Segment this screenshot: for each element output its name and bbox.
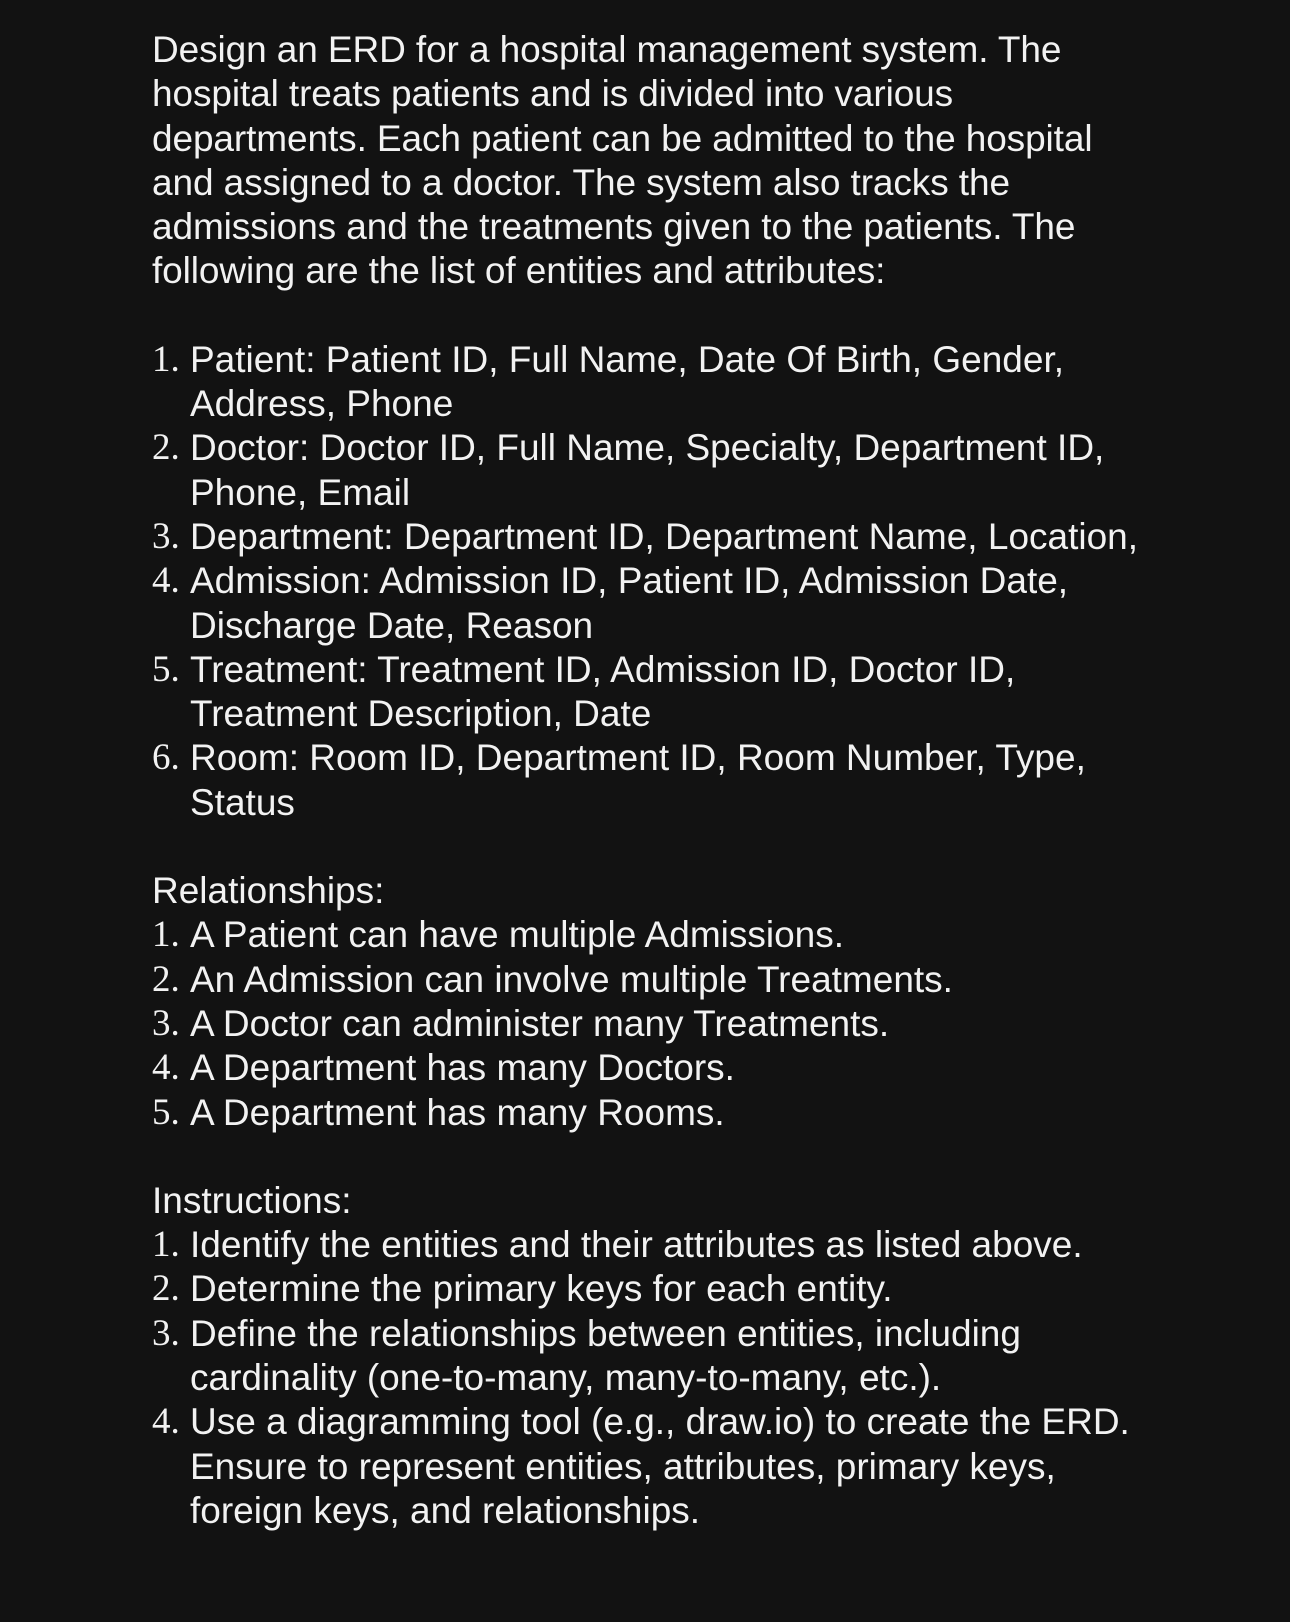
list-item-text: Treatment: Treatment ID, Admission ID, Doctor ID, Treatment Description, Date: [190, 648, 1016, 735]
instruction-item: [152, 1312, 1150, 1401]
instructions-list: [152, 1223, 1150, 1533]
list-item-text: A Department has many Doctors.: [190, 1047, 735, 1089]
entity-item-admission: [152, 559, 1150, 648]
list-item-text: Patient: Patient ID, Full Name, Date Of Birth, Gender, Address, Phone: [190, 338, 1064, 425]
instruction-item: [152, 1223, 1150, 1267]
list-item-text: A Department has many Rooms.: [190, 1091, 725, 1133]
entity-item-department: [152, 515, 1150, 559]
list-number: 4.: [152, 1047, 180, 1089]
entity-item-doctor: [152, 426, 1150, 515]
entity-item-treatment: [152, 648, 1150, 737]
list-item-text: Admission: Admission ID, Patient ID, Admission Date, Discharge Date, Reason: [190, 560, 1069, 646]
list-number: 3.: [152, 1002, 180, 1044]
spacer: [152, 825, 1150, 869]
entity-item-patient: [152, 338, 1150, 427]
list-item-text: A Patient can have multiple Admissions.: [190, 914, 845, 956]
list-number: 5.: [152, 648, 180, 690]
intro-paragraph: Design an ERD for a hospital management system. The hospital treats patients and is divided into various departments. Each patient can be admitted to the hospital and assigned to a doctor. The system also tracks the admissions and the treatments given to the patients. The following are the list of entities and attributes:: [152, 29, 1093, 292]
list-number: 2.: [152, 1268, 180, 1310]
list-number: 1.: [152, 1224, 180, 1266]
entities-list: [152, 338, 1150, 825]
entity-item-room: [152, 736, 1150, 825]
list-number: 2.: [152, 427, 180, 469]
list-item-text: Determine the primary keys for each entity.: [190, 1268, 893, 1310]
relationship-item: [152, 1002, 1150, 1046]
instruction-item: [152, 1400, 1150, 1533]
relationships-list: [152, 913, 1150, 1134]
relationship-item: [152, 1046, 1150, 1090]
spacer: [152, 1135, 1150, 1179]
list-item-text: Identify the entities and their attributes as listed above.: [190, 1224, 1083, 1266]
list-number: 1.: [152, 914, 180, 956]
relationship-item: [152, 958, 1150, 1002]
relationship-item: [152, 913, 1150, 957]
list-item-text: Room: Room ID, Department ID, Room Number, Type, Status: [190, 737, 1086, 823]
list-item-text: An Admission can involve multiple Treatments.: [190, 958, 953, 1000]
instruction-item: [152, 1267, 1150, 1311]
list-number: 3.: [152, 515, 180, 557]
list-item-text: Use a diagramming tool (e.g., draw.io) to create the ERD. Ensure to represent entities, attributes, primary keys, foreign keys, and relationships.: [190, 1401, 1130, 1531]
list-number: 6.: [152, 737, 180, 779]
list-number: 4.: [152, 560, 180, 602]
instructions-heading: Instructions:: [152, 1179, 352, 1221]
list-item-text: A Doctor can administer many Treatments.: [190, 1002, 890, 1044]
list-item-text: Department: Department ID, Department Name, Location,: [190, 515, 1139, 557]
list-item-text: Doctor: Doctor ID, Full Name, Specialty, Department ID, Phone, Email: [190, 427, 1105, 513]
relationship-item: [152, 1091, 1150, 1135]
list-number: 1.: [152, 338, 180, 380]
spacer: [152, 294, 1150, 338]
list-item-text: Define the relationships between entities, including cardinality (one-to-many, many-to-many, etc.).: [190, 1312, 1021, 1399]
list-number: 5.: [152, 1091, 180, 1133]
list-number: 3.: [152, 1312, 180, 1354]
list-number: 4.: [152, 1401, 180, 1443]
list-number: 2.: [152, 958, 180, 1000]
relationships-heading: Relationships:: [152, 870, 385, 912]
